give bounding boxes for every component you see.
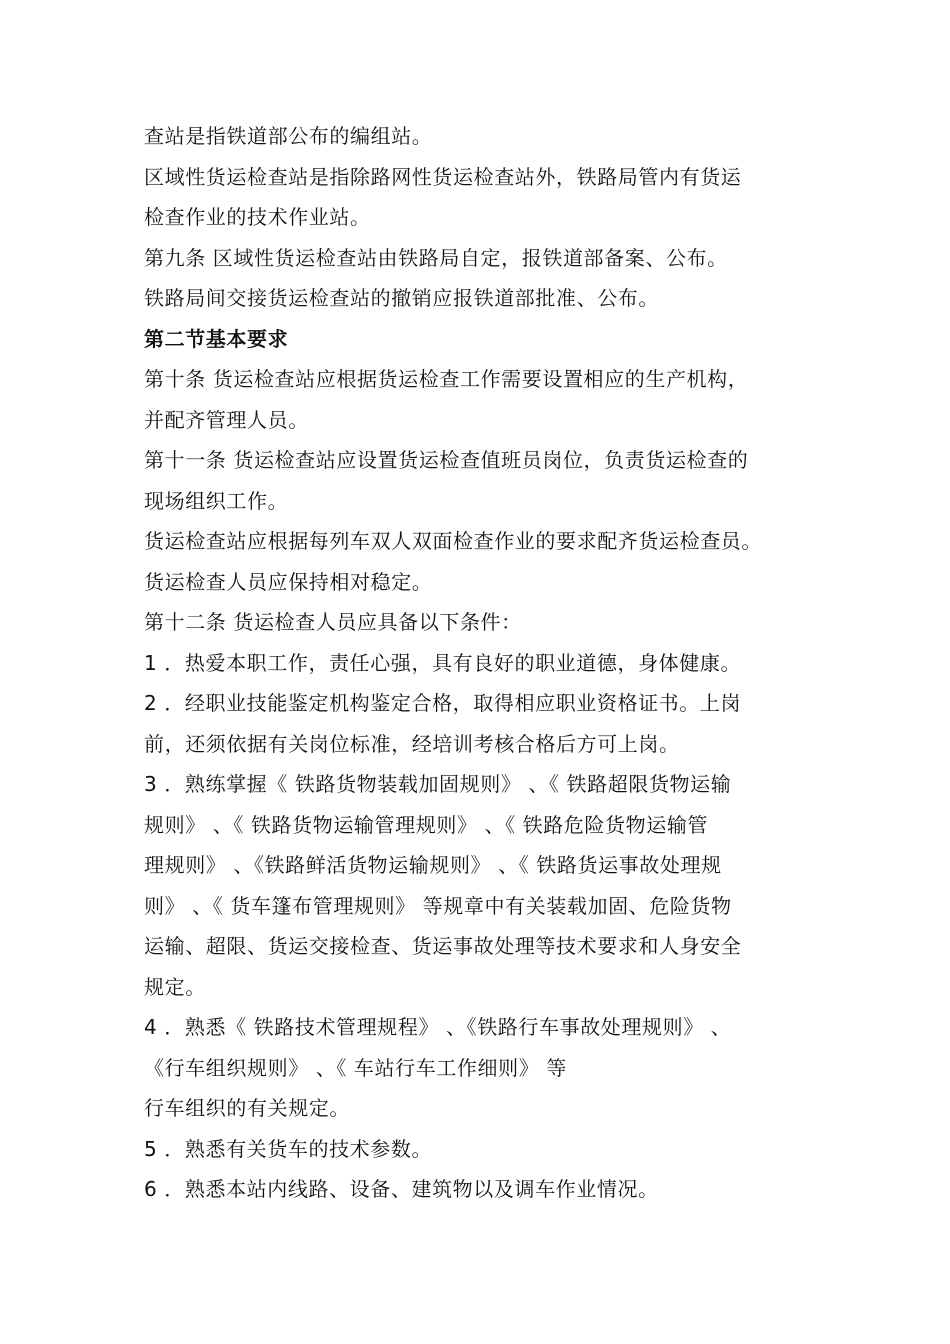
text-line: 现场组织工作。 [144, 488, 289, 513]
text-line: 理规则》 、《铁路鲜活货物运输规则》 、《 铁路货运事故处理规 [144, 853, 722, 877]
text-line: 则》 、《 货车篷布管理规则》 等规章中有关装载加固、危险货物 [144, 893, 732, 918]
text-line: 行车组织的有关规定。 [144, 1096, 350, 1120]
text-line: 检查作业的技术作业站。 [144, 205, 371, 229]
text-line: 2 ．经职业技能鉴定机构鉴定合格，取得相应职业资格证书。上岗 [144, 691, 742, 715]
text-line: 3 ．熟练掌握《 铁路货物装载加固规则》 、《 铁路超限货物运输 [144, 772, 732, 796]
text-line: 并配齐管理人员。 [144, 407, 309, 432]
text-line: 4 ．熟悉《 铁路技术管理规程》 、《铁路行车事故处理规则》 、 [144, 1015, 732, 1039]
text-line: 1 ．热爱本职工作，责任心强，具有良好的职业道德，身体健康。 [144, 650, 742, 675]
text-line: 第九条 区域性货运检查站由铁路局自定，报铁道部备案、公布。 [144, 245, 728, 270]
text-line: 前，还须依据有关岗位标准，经培训考核合格后方可上岗。 [144, 731, 680, 756]
text-line: 运输、超限、货运交接检查、货运事故处理等技术要求和人身安全 [144, 934, 742, 958]
text-line: 查站是指铁道部公布的编组站。 [144, 124, 433, 148]
text-line: 《行车组织规则》 、《 车站行车工作细则》 等 [144, 1055, 567, 1080]
text-line: 规则》 、《 铁路货物运输管理规则》 、《 铁路危险货物运输管 [144, 812, 709, 837]
text-line: 铁路局间交接货运检查站的撤销应报铁道部批准、公布。 [144, 286, 659, 310]
section-heading: 第二节基本要求 [144, 326, 289, 351]
text-line: 货运检查站应根据每列车双人双面检查作业的要求配齐货运检查员。 [144, 529, 762, 553]
text-line: 第十一条 货运检查站应设置货运检查值班员岗位，负责货运检查的 [144, 448, 749, 472]
text-line: 区域性货运检查站是指除路网性货运检查站外，铁路局管内有货运 [144, 164, 742, 189]
text-line: 规定。 [144, 974, 206, 999]
text-line: 货运检查人员应保持相对稳定。 [144, 569, 433, 594]
text-line: 第十二条 货运检查人员应具备以下条件： [144, 610, 522, 634]
text-line: 第十条 货运检查站应根据货运检查工作需要设置相应的生产机构， [144, 367, 749, 391]
text-line: 5 ．熟悉有关货车的技术参数。 [144, 1136, 433, 1161]
document-body [144, 116, 824, 1210]
text-line: 6 ．熟悉本站内线路、设备、建筑物以及调车作业情况。 [144, 1177, 659, 1201]
